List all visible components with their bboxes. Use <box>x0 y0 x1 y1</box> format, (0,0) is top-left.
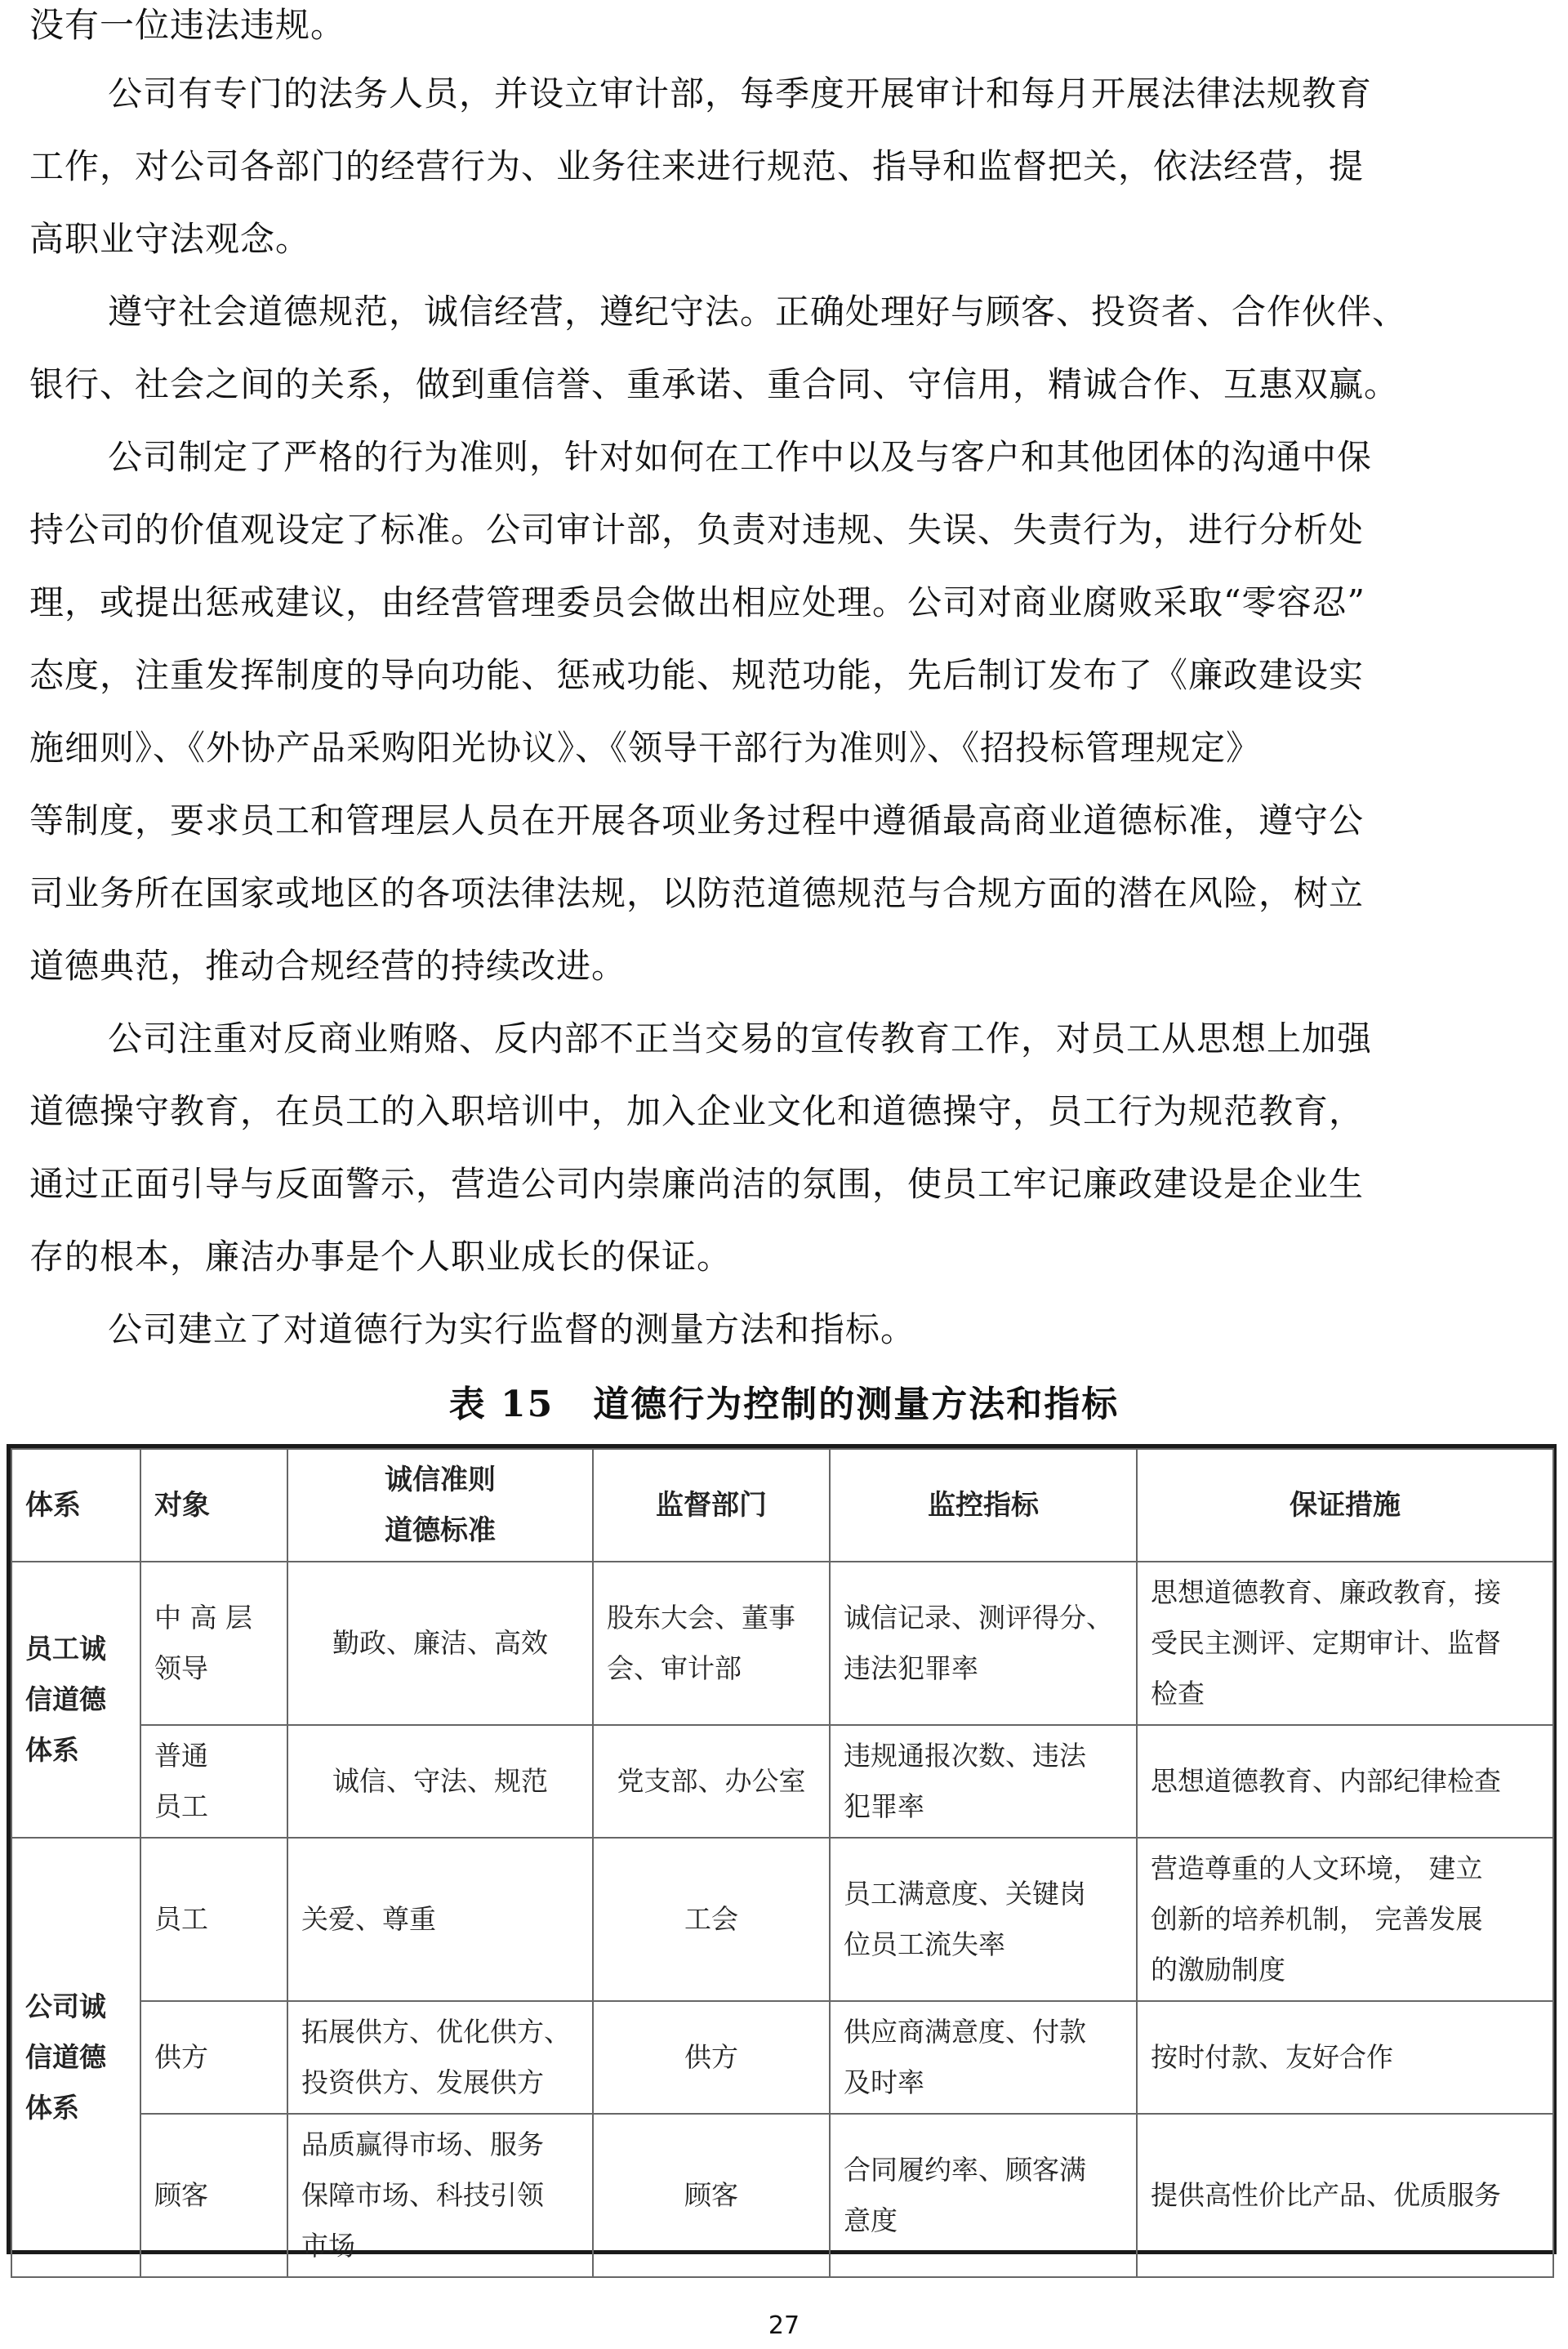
system-cell: 员工诚 信道德 体系 <box>11 1562 140 1838</box>
table-number: 表 15 <box>448 1384 555 1425</box>
dept-cell: 股东大会、董事 会、审计部 <box>593 1562 830 1725</box>
table-row <box>11 1562 1553 1725</box>
paragraph-line: 道德典范，推动合规经营的持续改进。 <box>29 946 627 986</box>
header-measure: 保证措施 <box>1137 1449 1553 1562</box>
paragraph-line: 遵守社会道德规范，诚信经营，遵纪守法。正确处理好与顾客、投资者、合作伙伴、 <box>108 292 1408 332</box>
dept-cell: 工会 <box>593 1838 830 2001</box>
system-cell: 公司诚 信道德 体系 <box>11 1838 140 2277</box>
paragraph-line: 等制度，要求员工和管理层人员在开展各项业务过程中遵循最高商业道德标准，遵守公 <box>29 800 1365 840</box>
table-caption <box>0 1372 1568 1437</box>
measure-cell: 按时付款、友好合作 <box>1137 2001 1553 2114</box>
object-cell: 员工 <box>140 1838 287 2001</box>
paragraph-line: 没有一位违法违规。 <box>29 5 346 45</box>
dept-cell: 供方 <box>593 2001 830 2114</box>
standard-cell: 勤政、廉洁、高效 <box>287 1562 593 1725</box>
table-row <box>11 2114 1553 2277</box>
paragraph-line: 高职业守法观念。 <box>29 219 311 259</box>
indicator-cell: 合同履约率、顾客满 意度 <box>830 2114 1137 2277</box>
standard-cell: 品质赢得市场、服务 保障市场、科技引领 市场 <box>287 2114 593 2277</box>
header-indicator: 监控指标 <box>830 1449 1137 1562</box>
object-cell: 供方 <box>140 2001 287 2114</box>
indicator-cell: 诚信记录、测评得分、 违法犯罪率 <box>830 1562 1137 1725</box>
paragraph-line: 通过正面引导与反面警示，营造公司内崇廉尚洁的氛围，使员工牢记廉政建设是企业生 <box>29 1164 1365 1204</box>
object-cell: 顾客 <box>140 2114 287 2277</box>
dept-cell: 顾客 <box>593 2114 830 2277</box>
paragraph-line: 持公司的价值观设定了标准。公司审计部，负责对违规、失误、失责行为，进行分析处 <box>29 510 1365 550</box>
indicator-cell: 供应商满意度、付款 及时率 <box>830 2001 1137 2114</box>
object-cell: 普通 员工 <box>140 1725 287 1838</box>
paragraph-line: 态度，注重发挥制度的导向功能、惩戒功能、规范功能，先后制订发布了《廉政建设实 <box>29 655 1365 695</box>
page-number: 27 <box>768 2311 800 2340</box>
standard-cell: 诚信、守法、规范 <box>287 1725 593 1838</box>
paragraph-line: 公司制定了严格的行为准则，针对如何在工作中以及与客户和其他团体的沟通中保 <box>108 437 1373 477</box>
paragraph-line: 工作，对公司各部门的经营行为、业务往来进行规范、指导和监督把关，依法经营，提 <box>29 146 1365 186</box>
paragraph-line: 道德操守教育，在员工的入职培训中，加入企业文化和道德操守，员工行为规范教育， <box>29 1091 1365 1131</box>
paragraph-line: 理，或提出惩戒建议，由经营管理委员会做出相应处理。公司对商业腐败采取“零容忍” <box>29 582 1365 622</box>
paragraph-line: 银行、社会之间的关系，做到重信誉、重承诺、重合同、守信用，精诚合作、互惠双赢。 <box>29 364 1400 404</box>
table-row <box>11 1725 1553 1838</box>
header-object: 对象 <box>140 1449 287 1562</box>
table-row <box>11 2001 1553 2114</box>
header-dept: 监督部门 <box>593 1449 830 1562</box>
body-text <box>29 0 1540 1366</box>
object-cell: 中 高 层 领导 <box>140 1562 287 1725</box>
standard-cell: 关爱、尊重 <box>287 1838 593 2001</box>
ethics-control-table <box>11 1448 1554 2278</box>
standard-cell: 拓展供方、优化供方、 投资供方、发展供方 <box>287 2001 593 2114</box>
measure-cell: 提供高性价比产品、优质服务 <box>1137 2114 1553 2277</box>
header-standard: 诚信准则 道德标准 <box>287 1449 593 1562</box>
paragraph-line: 公司建立了对道德行为实行监督的测量方法和指标。 <box>108 1309 916 1349</box>
paragraph-line: 施细则》、《外协产品采购阳光协议》、《领导干部行为准则》、《招投标管理规定》 <box>29 728 1262 768</box>
indicator-cell: 违规通报次数、违法 犯罪率 <box>830 1725 1137 1838</box>
paragraph-line: 公司注重对反商业贿赂、反内部不正当交易的宣传教育工作，对员工从思想上加强 <box>108 1018 1373 1059</box>
paragraph-line: 公司有专门的法务人员，并设立审计部，每季度开展审计和每月开展法律法规教育 <box>108 74 1373 114</box>
measure-cell: 思想道德教育、内部纪律检查 <box>1137 1725 1553 1838</box>
indicator-cell: 员工满意度、关键岗 位员工流失率 <box>830 1838 1137 2001</box>
paragraph-line: 司业务所在国家或地区的各项法律法规，以防范道德规范与合规方面的潜在风险，树立 <box>29 873 1365 913</box>
dept-cell: 党支部、办公室 <box>593 1725 830 1838</box>
measure-cell: 营造尊重的人文环境， 建立 创新的培养机制， 完善发展 的激励制度 <box>1137 1838 1553 2001</box>
ethics-table-frame <box>7 1444 1557 2262</box>
header-system: 体系 <box>11 1449 140 1562</box>
measure-cell: 思想道德教育、廉政教育，接 受民主测评、定期审计、监督 检查 <box>1137 1562 1553 1725</box>
table-row <box>11 1838 1553 2001</box>
table-title: 道德行为控制的测量方法和指标 <box>593 1384 1120 1425</box>
paragraph-line: 存的根本，廉洁办事是个人职业成长的保证。 <box>29 1237 733 1277</box>
